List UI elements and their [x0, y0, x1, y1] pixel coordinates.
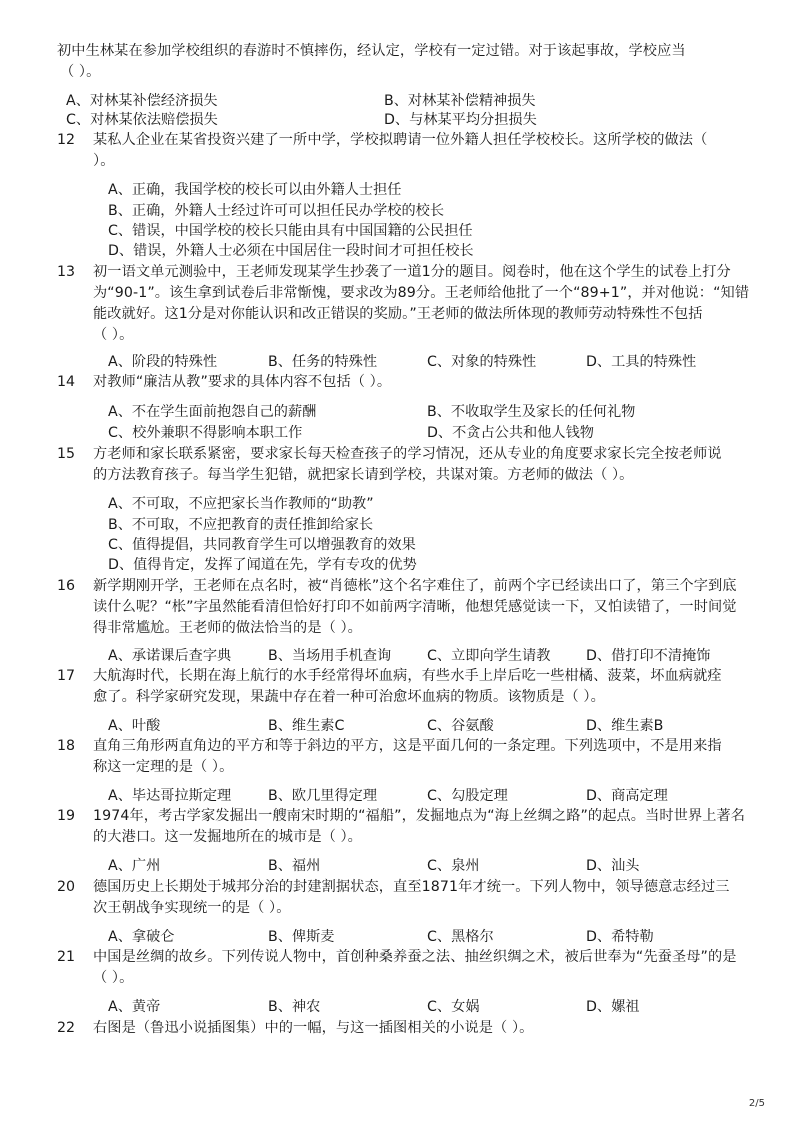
question-18-line-2: 称这一定理的是（ ）。: [93, 759, 234, 775]
question-17-option-d: D、维生素B: [586, 718, 664, 734]
question-21-line-1: 中国是丝绸的故乡。下列传说人物中，首创种桑养蚕之法、抽丝织绸之术，被后世奉为“先蚕圣母”的是: [93, 949, 737, 965]
question-12-option-a: A、正确，我国学校的校长可以由外籍人士担任: [108, 182, 402, 198]
question-20-line-1: 德国历史上长期处于城邦分治的封建割据状态，直至1871年才统一。下列人物中，领导德意志经过三: [93, 879, 730, 895]
question-20-option-c: C、黑格尔: [427, 929, 494, 945]
question-16-line-2: 读什么呢？“枨”字虽然能看清但恰好打印不如前两字清晰，他想凭感觉读一下，又怕读错了，一时间觉: [93, 599, 737, 615]
question-19-option-b: B、福州: [268, 858, 321, 874]
question-17-line-1: 大航海时代，长期在海上航行的水手经常得坏血病，有些水手上岸后吃一些柑橘、菠菜，坏血病就痊: [93, 668, 722, 684]
question-21-option-c: C、女娲: [427, 999, 480, 1015]
question-21-line-2: （ ）。: [93, 970, 134, 986]
question-16-option-c: C、立即向学生请教: [427, 648, 551, 664]
question-20-option-d: D、希特勒: [586, 929, 654, 945]
question-16-line-1: 新学期刚开学，王老师在点名时，被“肖德枨”这个名字难住了，前两个字已经读出口了，第三个字到底: [93, 578, 737, 594]
question-21-number: 21: [57, 949, 76, 965]
question-19-line-2: 的大港口。这一发掘地所在的城市是（ ）。: [93, 829, 362, 845]
question-17-option-b: B、维生素C: [268, 718, 345, 734]
question-13-option-c: C、对象的特殊性: [427, 354, 537, 370]
question-15-line-1: 方老师和家长联系紧密，要求家长每天检查孩子的学习情况，还从专业的角度要求家长完全按老师说: [93, 446, 722, 462]
question-15-option-b: B、不可取，不应把教育的责任推卸给家长: [108, 517, 374, 533]
question-14-option-c: C、校外兼职不得影响本职工作: [108, 425, 303, 441]
question-13-option-d: D、工具的特殊性: [586, 354, 697, 370]
question-15-number: 15: [57, 446, 76, 462]
question-12-option-c: C、错误，中国学校的校长只能由具有中国国籍的公民担任: [108, 223, 473, 239]
question-15-option-c: C、值得提倡，共同教育学生可以增强教育的效果: [108, 537, 416, 553]
question-16-option-a: A、承诺课后查字典: [108, 648, 232, 664]
question-14-option-d: D、不贪占公共和他人钱物: [427, 425, 594, 441]
question-17-option-a: A、叶酸: [108, 718, 161, 734]
question-22-number: 22: [57, 1020, 76, 1036]
question-17-line-2: 愈了。科学家研究发现，果蔬中存在着一种可治愈坏血病的物质。该物质是（ ）。: [93, 689, 605, 705]
question-12-number: 12: [57, 132, 76, 148]
question-13-line-3: 能改就好。这1分是对你能认识和改正错误的奖励。”王老师的做法所体现的教师劳动特殊性不包括: [93, 306, 703, 322]
question-18-option-a: A、毕达哥拉斯定理: [108, 788, 232, 804]
question-13-line-1: 初一语文单元测验中，王老师发现某学生抄袭了一道1分的题目。阅卷时，他在这个学生的试卷上打分: [93, 264, 731, 280]
question-18-line-1: 直角三角形两直角边的平方和等于斜边的平方，这是平面几何的一条定理。下列选项中，不是用来指: [93, 738, 722, 754]
question-11-line-1: 初中生林某在参加学校组织的春游时不慎摔伤，经认定，学校有一定过错。对于该起事故，学校应当: [57, 43, 686, 59]
question-15-option-a: A、不可取，不应把家长当作教师的“助教”: [108, 496, 374, 512]
question-14-number: 14: [57, 374, 76, 390]
question-13-option-a: A、阶段的特殊性: [108, 354, 218, 370]
page-number: 2/5: [748, 1098, 765, 1109]
question-17-number: 17: [57, 668, 76, 684]
question-14-option-b: B、不收取学生及家长的任何礼物: [427, 404, 636, 420]
question-22-line-1: 右图是（鲁迅小说插图集）中的一幅，与这一插图相关的小说是（ ）。: [93, 1020, 534, 1036]
question-15-line-2: 的方法教育孩子。每当学生犯错，就把家长请到学校，共谋对策。方老师的做法（ ）。: [93, 467, 634, 483]
question-15-option-d: D、值得肯定，发挥了闻道在先，学有专攻的优势: [108, 557, 417, 573]
question-21-option-d: D、嫘祖: [586, 999, 640, 1015]
question-11-line-2: （ ）。: [60, 64, 101, 80]
question-16-line-3: 得非常尴尬。王老师的做法恰当的是（ ）。: [93, 620, 362, 636]
question-11-option-a: A、对林某补偿经济损失: [66, 93, 218, 109]
question-20-number: 20: [57, 879, 76, 895]
question-20-option-a: A、拿破仑: [108, 929, 175, 945]
question-19-option-c: C、泉州: [427, 858, 480, 874]
question-19-line-1: 1974年，考古学家发掘出一艘南宋时期的“福船”，发掘地点为“海上丝绸之路”的起点。当时世界上著名: [93, 808, 746, 824]
question-18-option-c: C、勾股定理: [427, 788, 508, 804]
question-12-option-d: D、错误，外籍人士必须在中国居住一段时间才可担任校长: [108, 243, 474, 259]
question-21-option-a: A、黄帝: [108, 999, 161, 1015]
question-13-line-4: （ ）。: [93, 327, 134, 343]
question-20-option-b: B、俾斯麦: [268, 929, 335, 945]
question-14-line-1: 对教师“廉洁从教”要求的具体内容不包括（ ）。: [93, 374, 392, 390]
question-16-option-d: D、借打印不清掩饰: [586, 648, 711, 664]
question-18-number: 18: [57, 738, 76, 754]
question-20-line-2: 次王朝战争实现统一的是（ ）。: [93, 900, 291, 916]
question-18-option-b: B、欧几里得定理: [268, 788, 378, 804]
question-21-option-b: B、神农: [268, 999, 321, 1015]
question-19-option-a: A、广州: [108, 858, 161, 874]
question-17-option-c: C、谷氨酸: [427, 718, 494, 734]
question-13-line-2: 为“90-1”。该生拿到试卷后非常惭愧，要求改为89分。王老师给他批了一个“89+1”，并对他说：“知错: [93, 285, 750, 301]
question-18-option-d: D、商高定理: [586, 788, 668, 804]
question-19-option-d: D、汕头: [586, 858, 640, 874]
question-13-option-b: B、任务的特殊性: [268, 354, 378, 370]
question-16-number: 16: [57, 578, 76, 594]
question-11-option-b: B、对林某补偿精神损失: [384, 93, 536, 109]
question-14-option-a: A、不在学生面前抱怨自己的薪酬: [108, 404, 317, 420]
question-16-option-b: B、当场用手机查询: [268, 648, 392, 664]
question-11-option-c: C、对林某依法赔偿损失: [66, 112, 218, 128]
question-12-line-1: 某私人企业在某省投资兴建了一所中学，学校拟聘请一位外籍人担任学校校长。这所学校的做法（: [93, 132, 708, 148]
question-12-option-b: B、正确，外籍人士经过许可可以担任民办学校的校长: [108, 203, 445, 219]
question-12-line-2: ）。: [93, 153, 115, 169]
question-19-number: 19: [57, 808, 76, 824]
question-13-number: 13: [57, 264, 76, 280]
question-11-option-d: D、与林某平均分担损失: [384, 112, 537, 128]
